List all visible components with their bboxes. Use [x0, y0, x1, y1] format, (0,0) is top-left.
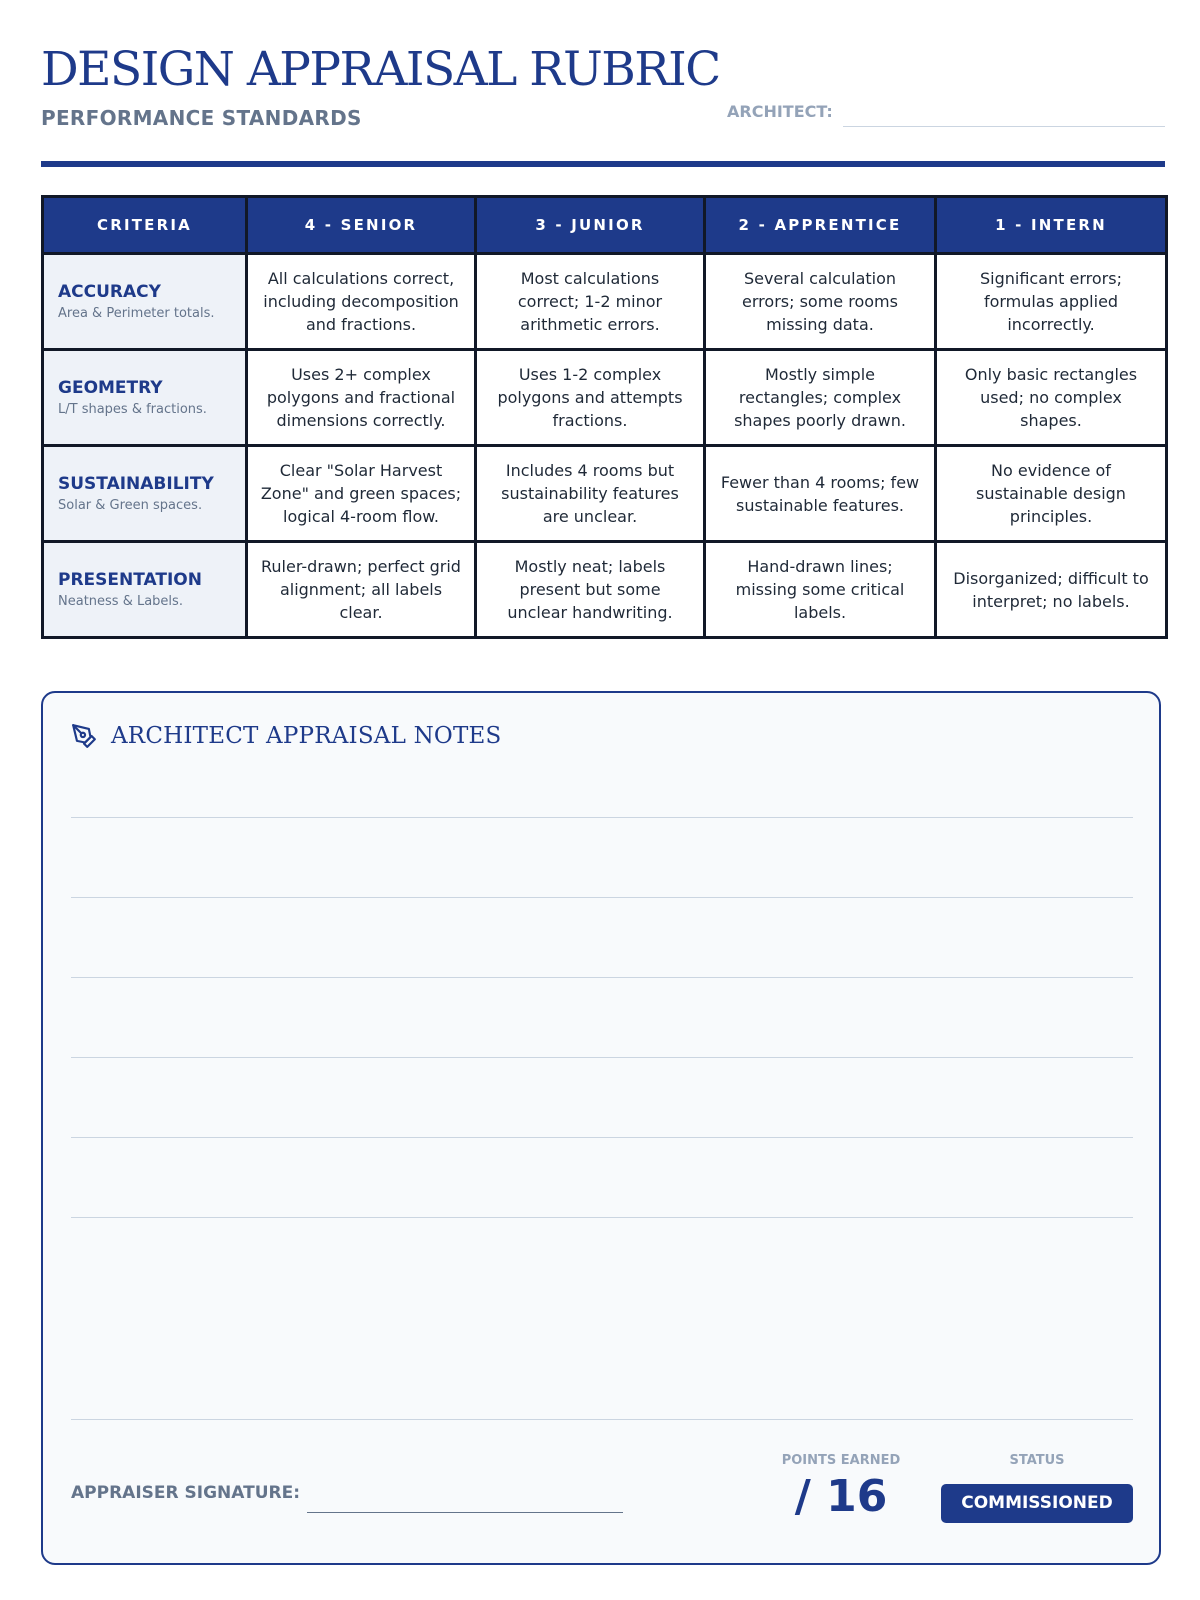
- column-header-senior: 4 - SENIOR: [247, 197, 476, 254]
- architect-input[interactable]: [843, 126, 1165, 127]
- criteria-name: PRESENTATION: [58, 569, 202, 590]
- points-earned-value: / 16: [794, 1471, 888, 1522]
- rubric-cell: Mostly neat; labels present but some unclear handwriting.: [476, 542, 705, 638]
- rubric-cell: Fewer than 4 rooms; few sustainable features.: [705, 446, 936, 542]
- pen-nib-icon: [71, 723, 97, 749]
- rubric-cell: Most calculations correct; 1-2 minor arithmetic errors.: [476, 254, 705, 350]
- column-header-criteria: CRITERIA: [43, 197, 247, 254]
- criteria-description: L/T shapes & fractions.: [58, 401, 207, 417]
- notes-writing-line[interactable]: [71, 977, 1133, 978]
- rubric-cell: Clear "Solar Harvest Zone" and green spaces; logical 4-room flow.: [247, 446, 476, 542]
- table-row: [43, 254, 1167, 350]
- notes-writing-line[interactable]: [71, 1137, 1133, 1138]
- rubric-cell: Includes 4 rooms but sustainability features are unclear.: [476, 446, 705, 542]
- criteria-name: ACCURACY: [58, 281, 161, 302]
- criteria-description: Neatness & Labels.: [58, 593, 183, 609]
- points-earned-label: POINTS EARNED: [781, 1453, 901, 1468]
- criteria-name: SUSTAINABILITY: [58, 473, 214, 494]
- rubric-cell: Disorganized; difficult to interpret; no labels.: [936, 542, 1167, 638]
- criteria-cell-sustainability: [43, 446, 247, 542]
- rubric-cell: All calculations correct, including decomposition and fractions.: [247, 254, 476, 350]
- table-row: [43, 542, 1167, 638]
- appraisal-notes-panel: [41, 691, 1161, 1565]
- page-title: DESIGN APPRAISAL RUBRIC: [41, 42, 720, 97]
- rubric-cell: Significant errors; formulas applied incorrectly.: [936, 254, 1167, 350]
- rubric-cell: Hand-drawn lines; missing some critical labels.: [705, 542, 936, 638]
- page-subtitle: PERFORMANCE STANDARDS: [41, 106, 362, 130]
- rubric-page: [41, 0, 1165, 1600]
- status-badge: COMMISSIONED: [941, 1484, 1133, 1523]
- notes-writing-line[interactable]: [71, 817, 1133, 818]
- rubric-cell: Uses 2+ complex polygons and fractional dimensions correctly.: [247, 350, 476, 446]
- status-label: STATUS: [1009, 1453, 1065, 1468]
- notes-writing-line[interactable]: [71, 897, 1133, 898]
- criteria-cell-geometry: [43, 350, 247, 446]
- criteria-cell-accuracy: [43, 254, 247, 350]
- architect-label: ARCHITECT:: [727, 102, 833, 121]
- notes-writing-line[interactable]: [71, 1217, 1133, 1218]
- criteria-cell-presentation: [43, 542, 247, 638]
- architect-field: [727, 100, 1165, 128]
- notes-writing-line[interactable]: [71, 1057, 1133, 1058]
- criteria-description: Area & Perimeter totals.: [58, 305, 215, 321]
- rubric-cell: Ruler-drawn; perfect grid alignment; all labels clear.: [247, 542, 476, 638]
- column-header-intern: 1 - INTERN: [936, 197, 1167, 254]
- rubric-cell: Mostly simple rectangles; complex shapes poorly drawn.: [705, 350, 936, 446]
- notes-footer-divider: [71, 1419, 1133, 1420]
- column-header-apprentice: 2 - APPRENTICE: [705, 197, 936, 254]
- criteria-name: GEOMETRY: [58, 377, 163, 398]
- column-header-junior: 3 - JUNIOR: [476, 197, 705, 254]
- rubric-cell: Only basic rectangles used; no complex shapes.: [936, 350, 1167, 446]
- notes-header: [71, 719, 501, 753]
- signature-label: APPRAISER SIGNATURE:: [71, 1483, 301, 1503]
- table-row: [43, 446, 1167, 542]
- rubric-table: [41, 195, 1168, 639]
- rubric-cell: Several calculation errors; some rooms missing data.: [705, 254, 936, 350]
- notes-title: ARCHITECT APPRAISAL NOTES: [111, 723, 502, 749]
- rubric-header-row: [43, 197, 1167, 254]
- rubric-cell: No evidence of sustainable design principles.: [936, 446, 1167, 542]
- criteria-description: Solar & Green spaces.: [58, 497, 203, 513]
- rubric-cell: Uses 1-2 complex polygons and attempts fractions.: [476, 350, 705, 446]
- header-divider: [41, 161, 1165, 167]
- table-row: [43, 350, 1167, 446]
- signature-field[interactable]: [307, 1512, 623, 1513]
